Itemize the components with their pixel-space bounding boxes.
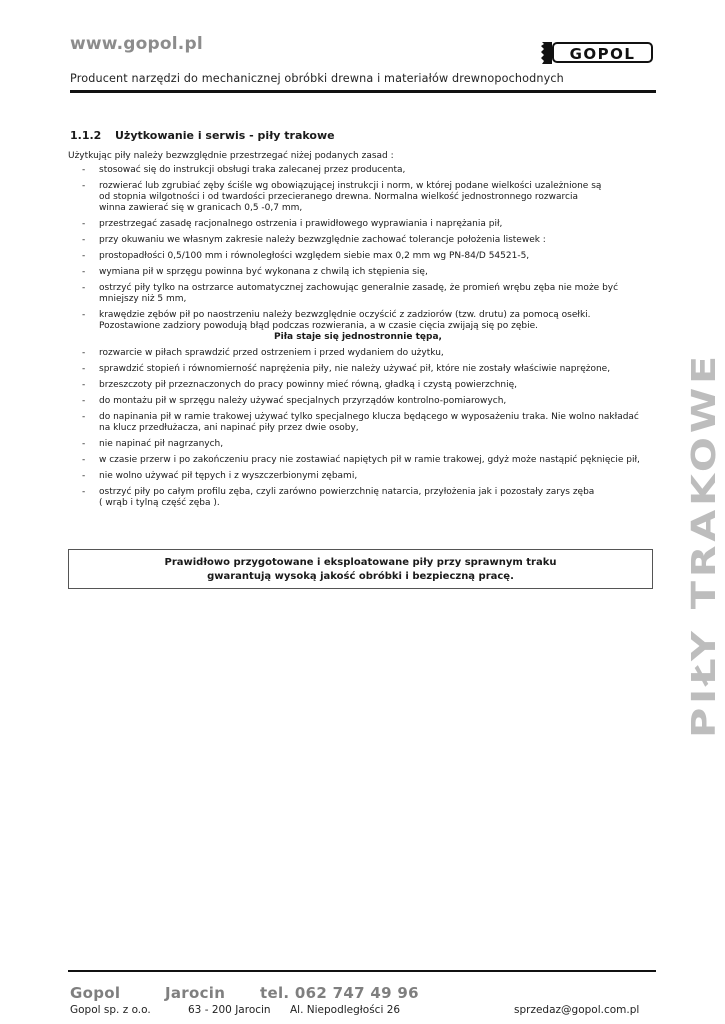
list-item — [82, 219, 657, 230]
list-item-text: nie napinać pił nagrzanych, — [99, 439, 224, 449]
site-url[interactable]: www.gopol.pl — [70, 34, 203, 54]
gopol-logo — [538, 40, 655, 66]
list-bullet: - — [82, 487, 86, 497]
list-item — [82, 380, 657, 391]
footer-phone[interactable]: tel. 062 747 49 96 — [260, 984, 419, 1002]
list-item — [82, 487, 657, 509]
list-item-text: winna zawierać się w granicach 0,5 -0,7 mm, — [99, 203, 303, 213]
list-bullet: - — [82, 455, 86, 465]
list-item-text: od stopnia wilgotności i od twardości przecieranego drewna. Normalna wielkość jednostronnego rozwarcia — [99, 192, 578, 202]
list-item-text: rozwarcie w piłach sprawdzić przed ostrzeniem i przed wydaniem do użytku, — [99, 348, 444, 358]
list-item-emphasis: Piła staje się jednostronnie tępa, — [274, 332, 442, 342]
list-item-text: ostrzyć piły tylko na ostrzarce automatycznej zachowując generalnie zasadę, że promień wrębu zęba nie może być — [99, 283, 619, 293]
footer-email[interactable]: sprzedaz@gopol.com.pl — [514, 1004, 640, 1016]
footer-divider — [68, 970, 656, 972]
logo-text: GOPOL — [552, 42, 653, 63]
footer-street: Al. Niepodległości 26 — [290, 1004, 401, 1016]
list-item — [82, 181, 657, 214]
section-number: 1.1.2 — [70, 129, 102, 142]
list-item-text: do napinania pił w ramie trakowej używać tylko specjalnego klucza będącego w wyposażeniu traka. Nie wolno nakładać — [99, 412, 639, 422]
list-item — [82, 235, 657, 246]
list-item — [82, 283, 657, 305]
list-bullet: - — [82, 396, 86, 406]
list-bullet: - — [82, 165, 86, 175]
callout-line-1: Prawidłowo przygotowane i eksploatowane piły przy sprawnym traku — [164, 557, 557, 568]
list-item-text: przestrzegać zasadę racjonalnego ostrzenia i prawidłowego wyprawiania i naprężania pił, — [99, 219, 503, 229]
list-item-text: w czasie przerw i po zakończeniu pracy nie zostawiać napiętych pił w ramie trakowej, gdyż może nastąpić pęknięcie pił, — [99, 455, 640, 465]
callout-line-2: gwarantują wysoką jakość obróbki i bezpieczną pracę. — [207, 571, 514, 582]
list-bullet: - — [82, 310, 86, 320]
list-item-text: na klucz przedłużacza, ani napinać piły przez dwie osoby, — [99, 423, 359, 433]
list-bullet: - — [82, 251, 86, 261]
rules-list — [82, 165, 657, 514]
list-item — [82, 455, 657, 466]
list-item-text: wymiana pił w sprzęgu powinna być wykonana z chwilą ich stępienia się, — [99, 267, 428, 277]
list-bullet: - — [82, 471, 86, 481]
list-item-text: krawędzie zębów pił po naostrzeniu należy bezwzględnie oczyścić z zadziorów (tzw. drutu) za pomocą osełki. — [99, 310, 591, 320]
list-bullet: - — [82, 380, 86, 390]
list-item-text: do montażu pił w sprzęgu należy używać specjalnych przyrządów kontrolno-pomiarowych, — [99, 396, 507, 406]
list-item-text: mniejszy niż 5 mm, — [99, 294, 187, 304]
list-item — [82, 165, 657, 176]
list-item — [82, 364, 657, 375]
footer-legal-name: Gopol sp. z o.o. — [70, 1004, 151, 1016]
list-item — [82, 348, 657, 359]
section-title: Użytkowanie i serwis - piły trakowe — [115, 129, 335, 142]
intro-text: Użytkując piły należy bezwzględnie przestrzegać niżej podanych zasad : — [68, 151, 394, 161]
list-item — [82, 439, 657, 450]
list-item-text: przy okuwaniu we własnym zakresie należy bezwzględnie zachować tolerancje położenia listewek : — [99, 235, 546, 245]
list-item-text: ostrzyć piły po całym profilu zęba, czyli zarówno powierzchnię natarcia, przyłożenia jak i pozostały zarys zęba — [99, 487, 595, 497]
list-item — [82, 396, 657, 407]
side-title-graphic — [667, 350, 725, 740]
list-bullet: - — [82, 439, 86, 449]
list-item — [82, 310, 657, 343]
list-item-text: rozwierać lub zgrubiać zęby ściśle wg obowiązującej instrukcji i norm, w której podane wielkości uzależnione są — [99, 181, 602, 191]
list-item — [82, 267, 657, 278]
footer-company: Gopol — [70, 984, 121, 1002]
list-item-text: ( wrąb i tylną część zęba ). — [99, 498, 220, 508]
list-item-text: brzeszczoty pił przeznaczonych do pracy powinny mieć równą, gładką i czystą powierzchnię, — [99, 380, 518, 390]
summary-callout — [68, 549, 653, 589]
list-bullet: - — [82, 348, 86, 358]
list-item — [82, 251, 657, 262]
list-item-text: Pozostawione zadziory powodują błąd podczas rozwierania, a w czasie cięcia zwijają się po zębie. — [99, 321, 539, 331]
side-title — [667, 350, 725, 740]
header-tagline: Producent narzędzi do mechanicznej obróbki drewna i materiałów drewnopochodnych — [70, 72, 564, 85]
list-bullet: - — [82, 364, 86, 374]
list-bullet: - — [82, 267, 86, 277]
header-divider — [70, 90, 656, 93]
list-bullet: - — [82, 235, 86, 245]
list-item-text: stosować się do instrukcji obsługi traka zalecanej przez producenta, — [99, 165, 406, 175]
list-item-text: nie wolno używać pił tępych i z wyszczerbionymi zębami, — [99, 471, 358, 481]
footer-city: Jarocin — [165, 984, 226, 1002]
list-item — [82, 471, 657, 482]
list-bullet: - — [82, 181, 86, 191]
footer-postcode-city: 63 - 200 Jarocin — [188, 1004, 271, 1016]
list-bullet: - — [82, 219, 86, 229]
list-bullet: - — [82, 283, 86, 293]
list-item-text: sprawdzić stopień i równomierność naprężenia piły, nie należy używać pił, które nie zostały właściwie naprężone, — [99, 364, 611, 374]
footer-address — [70, 1004, 400, 1016]
side-title-text: PIŁY TRAKOWE — [684, 429, 723, 738]
footer-main — [70, 984, 419, 1002]
list-item — [82, 412, 657, 434]
section-heading — [70, 129, 335, 142]
list-bullet: - — [82, 412, 86, 422]
list-item-text: prostopadłości 0,5/100 mm i równoległości względem siebie max 0,2 mm wg PN-84/D 54521-5, — [99, 251, 530, 261]
